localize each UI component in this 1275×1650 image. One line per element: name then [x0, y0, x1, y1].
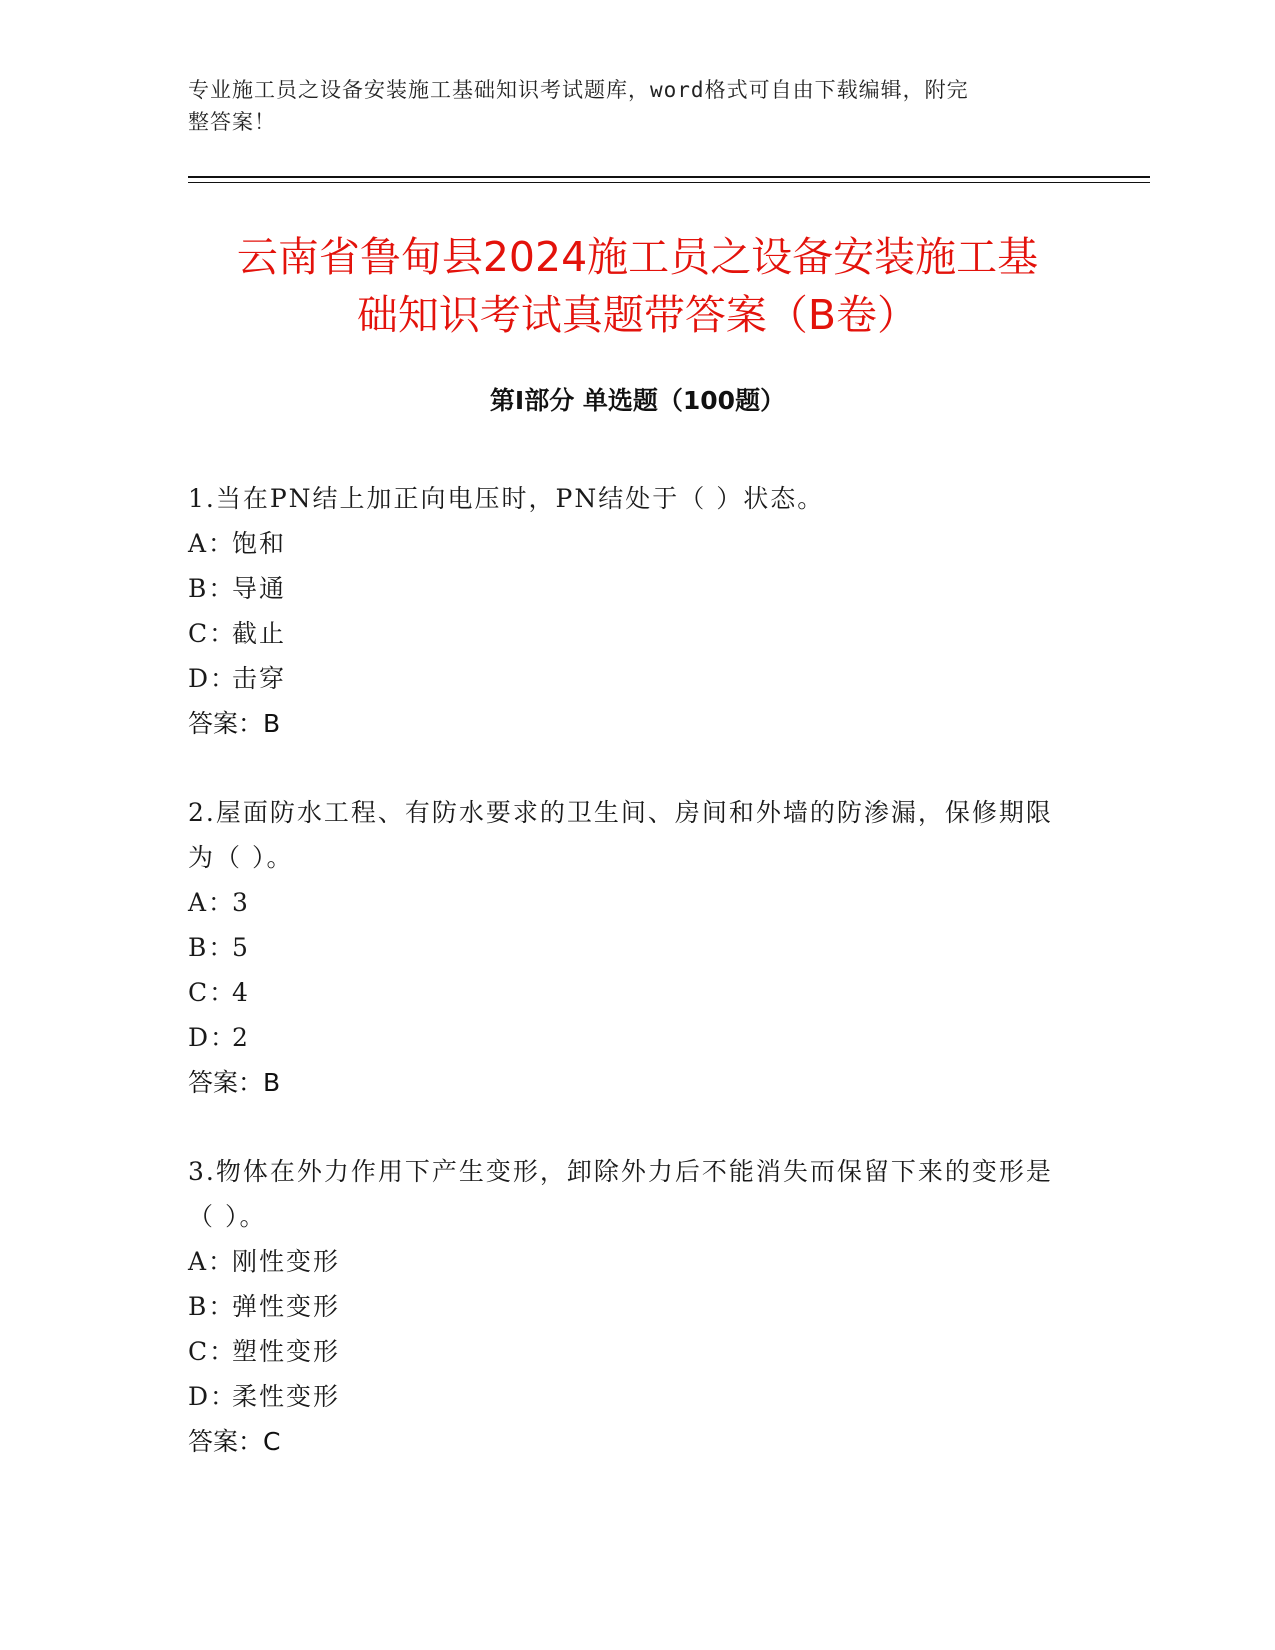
header-divider-thick [188, 176, 1150, 178]
option-c [188, 1329, 1068, 1374]
question-stem: 2.屋面防水工程、有防水要求的卫生间、房间和外墙的防渗漏，保修期限为（ ）。 [188, 798, 1053, 872]
option-text: 5 [232, 933, 250, 962]
option-text: 弹性变形 [232, 1292, 341, 1321]
option-d [188, 1374, 1068, 1419]
option-c [188, 970, 1068, 1015]
header-note-line-2: 整答案！ [188, 110, 276, 134]
option-key: D： [188, 1023, 238, 1052]
option-key: B： [188, 574, 236, 603]
option-text: 3 [232, 888, 250, 917]
option-key: B： [188, 933, 236, 962]
option-text: 2 [232, 1023, 250, 1052]
document-title-line-2: 础知识考试真题带答案（B卷） [356, 291, 919, 339]
question-1 [188, 476, 1068, 746]
option-key: C： [188, 1337, 237, 1366]
question-stem: 3.物体在外力作用下产生变形，卸除外力后不能消失而保留下来的变形是（ ）。 [188, 1157, 1053, 1231]
answer-line: 答案：B [188, 709, 281, 738]
option-key: B： [188, 1292, 236, 1321]
option-a [188, 1239, 1068, 1284]
option-key: A： [188, 529, 236, 558]
option-b [188, 566, 1068, 611]
option-text: 柔性变形 [232, 1382, 341, 1411]
option-a [188, 521, 1068, 566]
option-key: D： [188, 1382, 238, 1411]
option-b [188, 1284, 1068, 1329]
question-stem: 1.当在PN结上加正向电压时，PN结处于（ ）状态。 [188, 484, 825, 513]
option-key: C： [188, 619, 237, 648]
option-text: 塑性变形 [232, 1337, 341, 1366]
question-3 [188, 1149, 1068, 1464]
option-key: A： [188, 888, 236, 917]
option-key: D： [188, 664, 238, 693]
option-text: 击穿 [232, 664, 287, 693]
option-text: 饱和 [232, 529, 287, 558]
answer-line: 答案：C [188, 1427, 281, 1456]
document-title-line-1: 云南省鲁甸县2024施工员之设备安装施工基 [236, 233, 1039, 281]
option-text: 导通 [232, 574, 287, 603]
option-d [188, 1015, 1068, 1060]
section-heading: 第I部分 单选题（100题） [489, 386, 786, 415]
question-list [188, 476, 1068, 1508]
header-note [188, 74, 1068, 138]
answer-line: 答案：B [188, 1068, 281, 1097]
option-b [188, 925, 1068, 970]
option-d [188, 656, 1068, 701]
option-text: 截止 [232, 619, 287, 648]
option-a [188, 880, 1068, 925]
option-text: 刚性变形 [232, 1247, 341, 1276]
document-title [150, 228, 1125, 344]
option-key: A： [188, 1247, 236, 1276]
question-2 [188, 790, 1068, 1105]
option-text: 4 [232, 978, 250, 1007]
option-key: C： [188, 978, 237, 1007]
header-divider-thin [188, 182, 1150, 183]
header-note-line-1: 专业施工员之设备安装施工基础知识考试题库，word格式可自由下载编辑，附完 [188, 78, 969, 102]
option-c [188, 611, 1068, 656]
